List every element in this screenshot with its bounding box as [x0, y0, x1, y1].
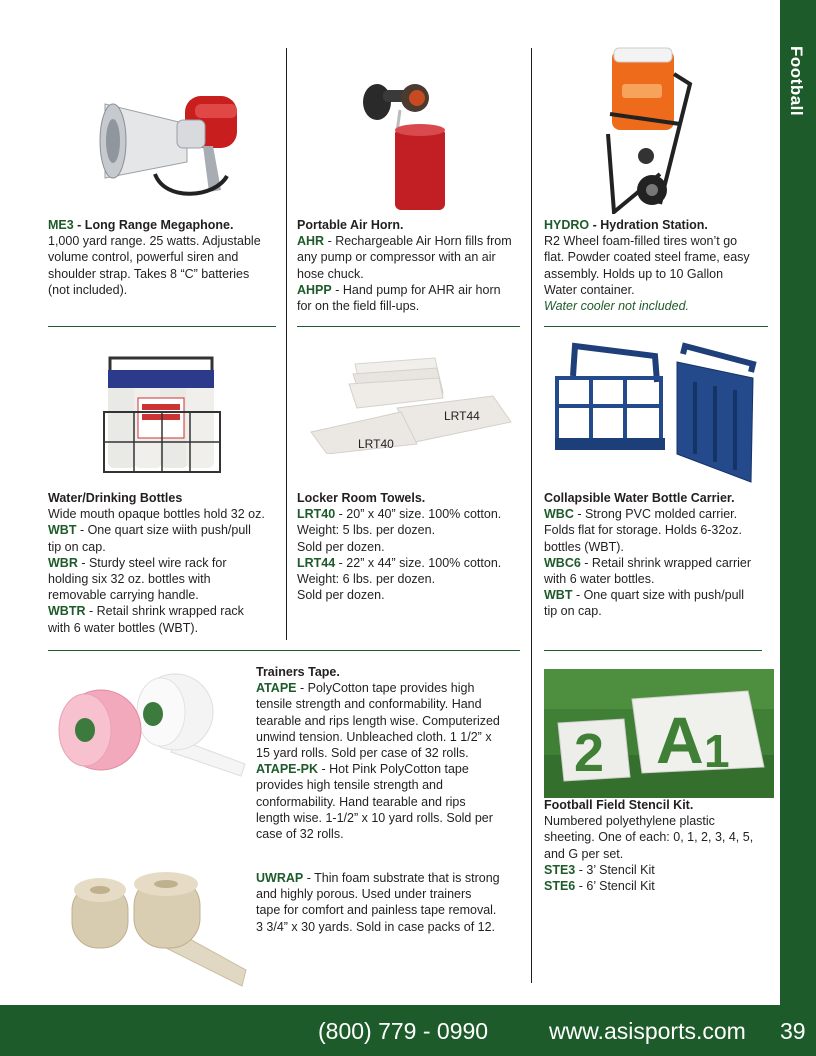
stencil-kit-image — [544, 669, 774, 798]
page-footer — [0, 1005, 816, 1056]
description-line: with 6 water bottles (WBT). — [48, 620, 199, 635]
row-divider — [544, 326, 768, 327]
description-line: with 6 water bottles. — [544, 572, 655, 587]
description-line: - Sturdy steel wire rack for — [77, 555, 227, 570]
product-code: WBC6 — [544, 555, 581, 570]
product-code: WBC — [544, 507, 574, 522]
svg-text:1: 1 — [704, 725, 730, 777]
svg-text:A: A — [656, 703, 704, 777]
description-line: Folds flat for storage. Holds 6-32oz. — [544, 523, 743, 538]
product-title: Portable Air Horn. — [297, 218, 404, 232]
description-line: case of 32 rolls. — [256, 827, 344, 842]
product-title: - Long Range Megaphone. — [73, 218, 234, 232]
description-line: provides high tensile strength and — [256, 778, 443, 793]
description-line: length wise. 1-1/2” x 10 yard rolls. Sold per — [256, 810, 493, 825]
description-line: - Rechargeable Air Horn fills from — [324, 234, 512, 249]
description-line: - One quart size wiith push/pull — [76, 523, 251, 538]
product-title: - Hydration Station. — [589, 218, 708, 232]
hydration-description — [544, 217, 776, 314]
description-line: unwind tension. Unbleached cloth. 1 1/2” x — [256, 729, 492, 744]
description-line: - PolyCotton tape provides high — [296, 681, 475, 696]
product-code: LRT40 — [297, 507, 336, 522]
hydration-station-image — [600, 44, 695, 214]
description-line: tearable and rips length wise. Computerized — [256, 713, 500, 728]
product-title: Football Field Stencil Kit. — [544, 798, 694, 812]
description-line: hose chuck. — [297, 266, 364, 281]
air-horn-description — [297, 217, 529, 314]
website-link[interactable]: www.asisports.com — [549, 1018, 746, 1044]
product-code: ATAPE-PK — [256, 762, 319, 777]
product-code: WBR — [48, 555, 78, 570]
description-line: (not included). — [48, 282, 128, 297]
air-horn-image — [355, 80, 455, 215]
phone-number: (800) 779 - 0990 — [318, 1018, 489, 1044]
description-line: bottles (WBT). — [544, 539, 624, 554]
description-line: - 3’ Stencil Kit — [575, 862, 655, 877]
product-code: AHR — [297, 234, 325, 249]
description-line: - Retail shrink wrapped carrier — [580, 555, 752, 570]
description-line: Water container. — [544, 282, 635, 297]
svg-text:2: 2 — [574, 723, 605, 783]
product-title: Trainers Tape. — [256, 665, 340, 679]
description-line: removable carrying handle. — [48, 588, 199, 603]
column-divider-left — [286, 48, 287, 640]
description-line: - Hot Pink PolyCotton tape — [318, 762, 469, 777]
product-code: WBT — [544, 588, 573, 603]
description-line: - 20” x 40” size. 100% cotton. — [335, 507, 502, 522]
description-line: sheeting. One of each: 0, 1, 2, 3, 4, 5, — [544, 830, 754, 845]
description-line: shoulder strap. Takes 8 “C” batteries — [48, 266, 250, 281]
megaphone-description — [48, 217, 280, 298]
description-line: 15 yard rolls. Sold per case of 32 rolls. — [256, 746, 469, 761]
product-code: ME3 — [48, 218, 74, 232]
product-note: Water cooler not included. — [544, 299, 689, 314]
bottles-description — [48, 490, 280, 636]
description-line: assembly. Holds up to 10 Gallon — [544, 266, 724, 281]
description-line: tip on cap. — [48, 539, 106, 554]
description-line: conformability. Hand tearable and rips — [256, 794, 466, 809]
underwrap-description — [256, 870, 526, 935]
description-line: Wide mouth opaque bottles hold 32 oz. — [48, 507, 265, 522]
description-line: and G per set. — [544, 846, 624, 861]
page-number: 39 — [780, 1018, 806, 1044]
product-code: HYDRO — [544, 218, 590, 232]
towel-label-lrt40: LRT40 — [358, 437, 394, 451]
towels-description — [297, 490, 529, 603]
description-line: any pump or compressor with an air — [297, 250, 496, 265]
trainers-tape-image — [55, 668, 250, 780]
description-line: tensile strength and conformability. Hand — [256, 697, 482, 712]
description-line: and highly porous. Used under trainers — [256, 887, 472, 902]
megaphone-image — [95, 76, 250, 206]
product-title: Water/Drinking Bottles — [48, 491, 183, 505]
description-line: - Retail shrink wrapped rack — [85, 604, 244, 619]
product-code: STE6 — [544, 879, 576, 894]
description-line: Sold per dozen. — [297, 588, 385, 603]
row-divider — [48, 326, 276, 327]
description-line: - 6’ Stencil Kit — [575, 879, 655, 894]
description-line: - One quart size with push/pull — [572, 588, 745, 603]
product-code: WBTR — [48, 604, 86, 619]
row-divider — [48, 650, 520, 651]
trainers-tape-description — [256, 664, 526, 842]
description-line: 3 3/4” x 30 yards. Sold in case packs of 12. — [256, 919, 496, 934]
towels-image — [305, 352, 520, 454]
description-line: Numbered polyethylene plastic — [544, 814, 715, 829]
stencil-description — [544, 797, 776, 894]
water-bottle-rack-image — [100, 352, 225, 480]
description-line: for on the field fill-ups. — [297, 299, 420, 314]
row-divider — [297, 326, 520, 327]
row-divider — [544, 650, 762, 651]
bottle-carrier-image — [555, 342, 765, 487]
underwrap-image — [66, 870, 251, 988]
section-tab — [780, 0, 816, 1005]
product-code: AHPP — [297, 282, 332, 297]
description-line: Weight: 5 lbs. per dozen. — [297, 523, 436, 538]
product-code: UWRAP — [256, 871, 304, 885]
description-line: - Thin foam substrate that is strong — [303, 871, 500, 885]
description-line: 1,000 yard range. 25 watts. Adjustable — [48, 234, 261, 249]
description-line: volume control, powerful siren and — [48, 250, 239, 265]
description-line: holding six 32 oz. bottles with — [48, 572, 211, 587]
product-title: Locker Room Towels. — [297, 491, 426, 505]
towel-label-lrt44: LRT44 — [444, 409, 480, 423]
description-line: Weight: 6 lbs. per dozen. — [297, 572, 436, 587]
description-line: tape for comfort and painless tape removal. — [256, 903, 497, 918]
description-line: - 22” x 44” size. 100% cotton. — [335, 555, 502, 570]
column-divider-right — [531, 48, 532, 983]
description-line: - Hand pump for AHR air horn — [331, 282, 501, 297]
product-code: STE3 — [544, 862, 576, 877]
product-title: Collapsible Water Bottle Carrier. — [544, 491, 735, 505]
description-line: tip on cap. — [544, 604, 602, 619]
description-line: Sold per dozen. — [297, 539, 385, 554]
section-tab-label: Football — [787, 46, 806, 117]
product-code: LRT44 — [297, 555, 336, 570]
description-line: - Strong PVC molded carrier. — [573, 507, 738, 522]
description-line: R2 Wheel foam-filled tires won’t go — [544, 234, 738, 249]
description-line: flat. Powder coated steel frame, easy — [544, 250, 750, 265]
product-code: ATAPE — [256, 681, 297, 696]
product-code: WBT — [48, 523, 77, 538]
carrier-description — [544, 490, 776, 620]
